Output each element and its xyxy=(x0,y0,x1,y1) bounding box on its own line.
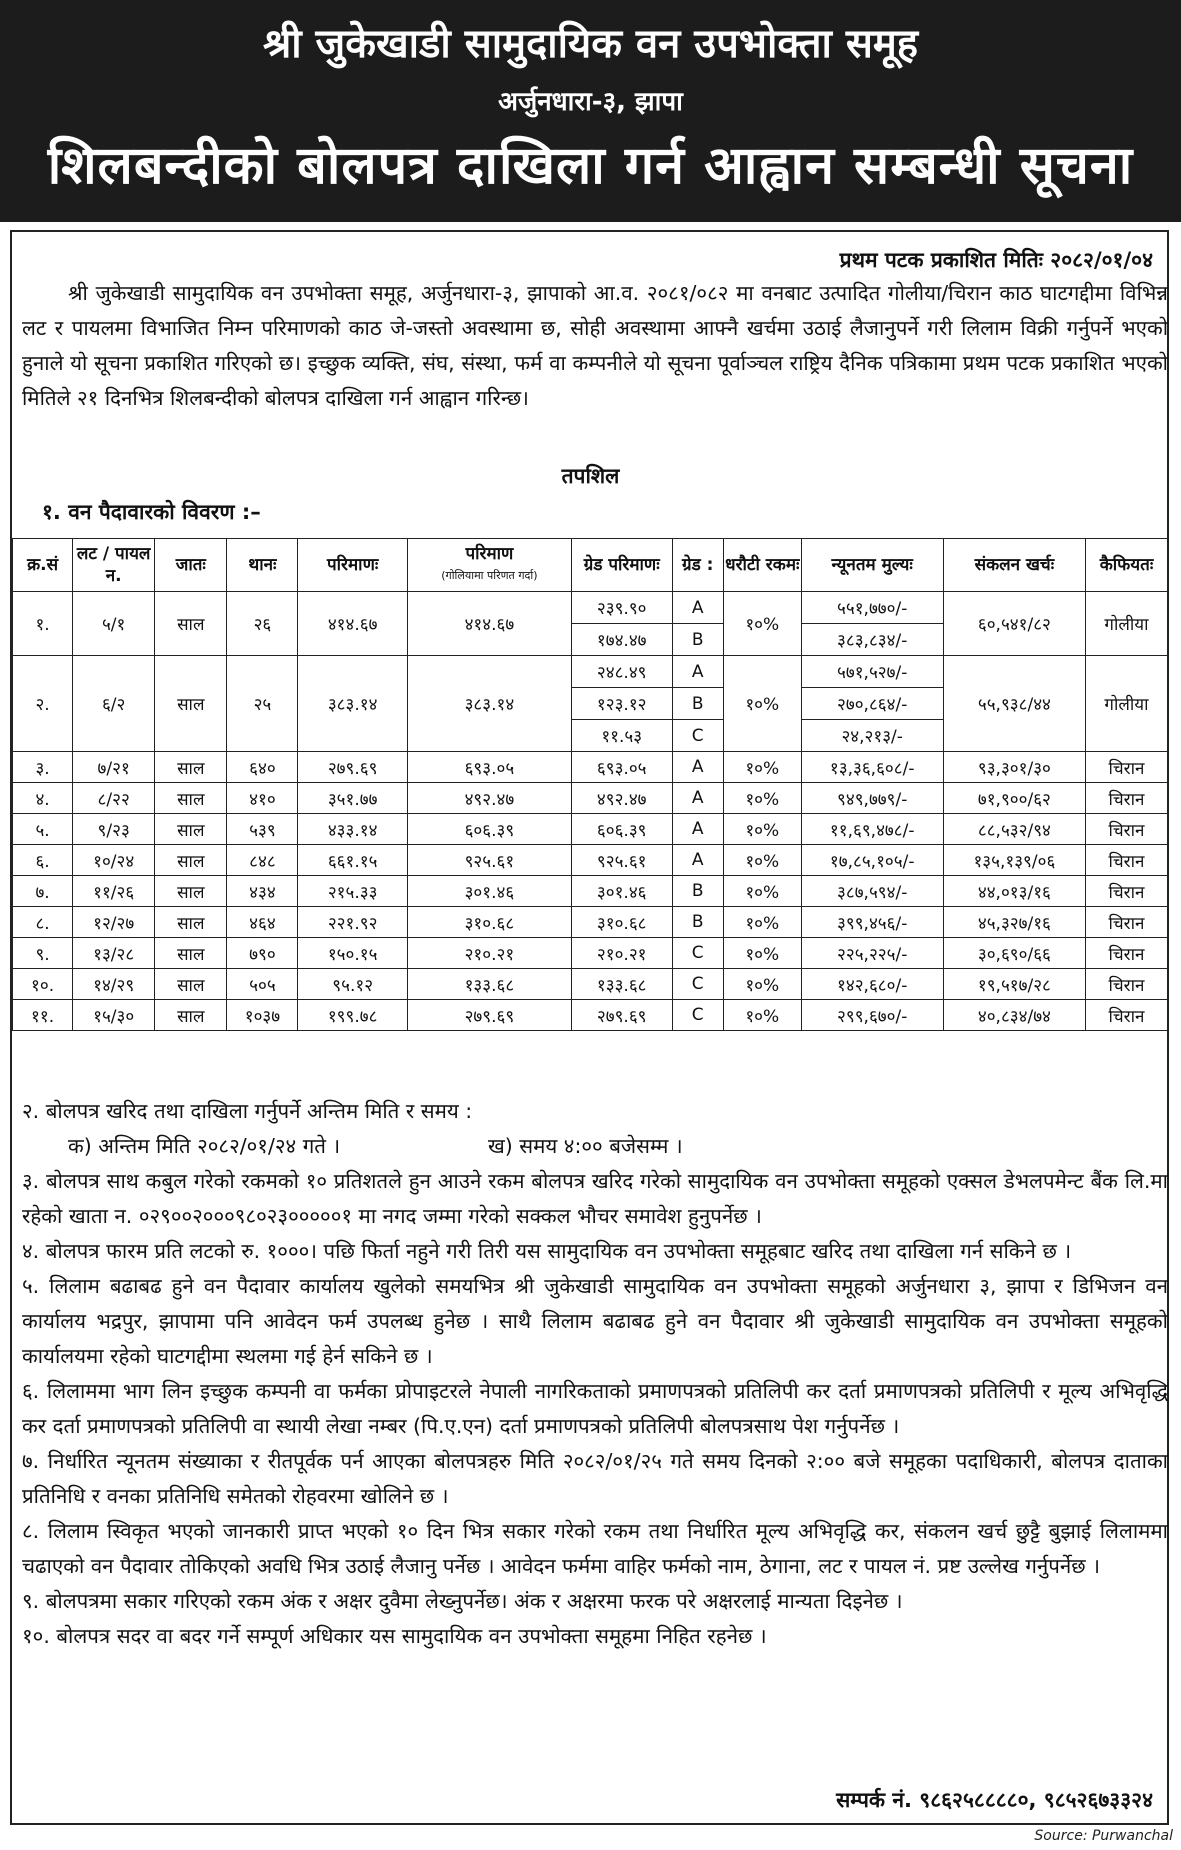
cell-deposit: १०% xyxy=(723,845,801,876)
cell-pieces: १०३७ xyxy=(227,1000,298,1031)
cell-deposit: १०% xyxy=(723,1000,801,1031)
cell-grade: A xyxy=(672,656,723,688)
note-5: ५. लिलाम बढाबढ हुने वन पैदावार कार्यालय खुलेको समयभित्र श्री जुकेखाडी सामुदायिक वन उपभोक्ता समूहको अर्जुनधारा ३, झापा र डिभिजन वन कार्यालय भद्रपुर, झापामा पनि आवेदन फर्म उपलब्ध हुनेछ । साथै लिलाम बढाबढ हुने वन पैदावार श्री जुकेखाडी सामुदायिक वन उपभोक्ता समूहको कार्यालयमा रहेको घाटगद्दीमा स्थलमा गई हेर्न सकिने छ । xyxy=(22,1274,1168,1368)
cell-remarks: चिरान xyxy=(1085,907,1167,938)
table-header-row xyxy=(13,539,1168,592)
cell-lot: १४/२९ xyxy=(73,969,155,1000)
cell-converted-quantity: ६९३.०५ xyxy=(407,752,571,783)
cell-collection-cost: ६०,५४१/८२ xyxy=(943,592,1085,656)
cell-grade-quantity: ६०६.३९ xyxy=(571,814,672,845)
cell-grade: A xyxy=(672,845,723,876)
cell-quantity: १९९.७८ xyxy=(298,1000,407,1031)
cell-collection-cost: ४५,३२७/१६ xyxy=(943,907,1085,938)
cell-grade-quantity: ३०१.४६ xyxy=(571,876,672,907)
cell-converted-quantity: ४९२.४७ xyxy=(407,783,571,814)
note-8: ८. लिलाम स्विकृत भएको जानकारी प्राप्त भएको १० दिन भित्र सकार गरेको रकम तथा निर्धारित मूल्य अभिवृद्धि कर, संकलन खर्च छुट्टै बुझाई लिलाममा चढाएको वन पैदावार तोकिएको अवधि भित्र उठाई लैजानु पर्नेछ । आवेदन फर्ममा वाहिर फर्मको नाम, ठेगाना, लट र पायल नं. प्रष्ट उल्लेख गर्नुपर्नेछ । xyxy=(22,1519,1168,1578)
cell-quantity: ९५.१२ xyxy=(298,969,407,1000)
contact-numbers: सम्पर्क नं. ९८६२५८८८८०, ९८५२६७३३२४ xyxy=(836,1788,1153,1812)
cell-quantity: ३८३.१४ xyxy=(298,656,407,752)
cell-sn: ६. xyxy=(13,845,73,876)
cell-min-price: २९९,६७०/- xyxy=(801,1000,943,1031)
cell-lot: ६/२ xyxy=(73,656,155,752)
header-lot: लट / पायल न. xyxy=(73,539,155,592)
header-quantity: परिमाणः xyxy=(298,539,407,592)
cell-remarks: गोलीया xyxy=(1085,592,1167,656)
cell-grade-quantity: २१०.२१ xyxy=(571,938,672,969)
cell-remarks: चिरान xyxy=(1085,783,1167,814)
header-conv-sub: (गोलियामा परिणत गर्दा) xyxy=(441,569,538,582)
cell-quantity: १५०.१५ xyxy=(298,938,407,969)
cell-remarks: चिरान xyxy=(1085,752,1167,783)
cell-sn: १. xyxy=(13,592,73,656)
note-3: ३. बोलपत्र साथ कबुल गरेको रकमको १० प्रतिशतले हुन आउने रकम बोलपत्र खरिद गरेको सामुदायिक वन उपभोक्ता समूहको एक्सल डेभलपमेन्ट बैंक लि.मा रहेको खाता न. ०२९००२०००९८०२३०००००१ मा नगद जम्मा गरेको सक्कल भौचर समावेश हुनुपर्नेछ । xyxy=(22,1169,1168,1228)
cell-pieces: २६ xyxy=(227,592,298,656)
cell-pieces: ५०५ xyxy=(227,969,298,1000)
publish-date: प्रथम पटक प्रकाशित मितिः २०८२/०१/०४ xyxy=(839,248,1153,272)
header-species: जातः xyxy=(155,539,227,592)
header-pieces: थानः xyxy=(227,539,298,592)
cell-sn: ८. xyxy=(13,907,73,938)
table-row xyxy=(13,876,1168,907)
cell-min-price: ९४९,७७९/- xyxy=(801,783,943,814)
cell-quantity: २७९.६९ xyxy=(298,752,407,783)
cell-converted-quantity: ६०६.३९ xyxy=(407,814,571,845)
header-collection-cost: संकलन खर्चः xyxy=(943,539,1085,592)
cell-min-price: ३८३,८३४/- xyxy=(801,624,943,656)
cell-grade: A xyxy=(672,592,723,624)
table-row xyxy=(13,752,1168,783)
cell-pieces: २५ xyxy=(227,656,298,752)
cell-collection-cost: ४०,८३४/७४ xyxy=(943,1000,1085,1031)
note-2: २. बोलपत्र खरिद तथा दाखिला गर्नुपर्ने अन्तिम मिति र समय : xyxy=(22,1099,473,1123)
cell-grade-quantity: २७९.६९ xyxy=(571,1000,672,1031)
cell-grade-quantity: ९२५.६१ xyxy=(571,845,672,876)
cell-collection-cost: ८८,५३२/९४ xyxy=(943,814,1085,845)
forest-product-table xyxy=(12,538,1168,1031)
cell-collection-cost: १३५,१३९/०६ xyxy=(943,845,1085,876)
cell-sn: ३. xyxy=(13,752,73,783)
cell-deposit: १०% xyxy=(723,876,801,907)
note-10: १०. बोलपत्र सदर वा बदर गर्ने सम्पूर्ण अधिकार यस सामुदायिक वन उपभोक्ता समूहमा निहित रहनेछ । xyxy=(22,1624,767,1648)
cell-deposit: १०% xyxy=(723,907,801,938)
cell-grade-quantity: ११.५३ xyxy=(571,720,672,752)
header-sn: क्र.सं xyxy=(13,539,73,592)
cell-species: साल xyxy=(155,783,227,814)
cell-pieces: ८४८ xyxy=(227,845,298,876)
cell-deposit: १०% xyxy=(723,938,801,969)
cell-sn: ५. xyxy=(13,814,73,845)
cell-grade: C xyxy=(672,938,723,969)
cell-quantity: ४३३.१४ xyxy=(298,814,407,845)
cell-species: साल xyxy=(155,814,227,845)
cell-min-price: २४,२१३/- xyxy=(801,720,943,752)
cell-pieces: ६४० xyxy=(227,752,298,783)
cell-min-price: १७,८५,१०५/- xyxy=(801,845,943,876)
cell-converted-quantity: ४१४.६७ xyxy=(407,592,571,656)
cell-converted-quantity: ३०१.४६ xyxy=(407,876,571,907)
notice-title: शिलबन्दीको बोलपत्र दाखिला गर्न आह्वान सम्बन्धी सूचना xyxy=(47,136,1134,196)
cell-lot: ७/२१ xyxy=(73,752,155,783)
cell-min-price: २२५,२२५/- xyxy=(801,938,943,969)
note-9: ९. बोलपत्रमा सकार गरिएको रकम अंक र अक्षर दुवैमा लेख्नुपर्नेछ। अंक र अक्षरमा फरक परे अक्षरलाई मान्यता दिइनेछ । xyxy=(22,1589,903,1613)
table-row xyxy=(13,656,1168,688)
table-row xyxy=(13,845,1168,876)
cell-lot: १३/२८ xyxy=(73,938,155,969)
cell-sn: ४. xyxy=(13,783,73,814)
cell-min-price: १३,३६,६०८/- xyxy=(801,752,943,783)
cell-collection-cost: १९,५१७/२८ xyxy=(943,969,1085,1000)
cell-grade-quantity: २४८.४९ xyxy=(571,656,672,688)
cell-lot: ८/२२ xyxy=(73,783,155,814)
cell-deposit: १०% xyxy=(723,592,801,656)
cell-grade: A xyxy=(672,814,723,845)
cell-deposit: १०% xyxy=(723,814,801,845)
cell-min-price: ५५१,७७०/- xyxy=(801,592,943,624)
cell-remarks: चिरान xyxy=(1085,938,1167,969)
cell-grade: B xyxy=(672,876,723,907)
cell-deposit: १०% xyxy=(723,752,801,783)
org-address: अर्जुनधारा-३, झापा xyxy=(498,87,683,117)
cell-remarks: चिरान xyxy=(1085,845,1167,876)
cell-grade-quantity: १७४.४७ xyxy=(571,624,672,656)
note-4: ४. बोलपत्र फारम प्रति लटको रु. १०००। पछि फिर्ता नहुने गरी तिरी यस सामुदायिक वन उपभोक्ता समूहबाट खरिद तथा दाखिला गर्न सकिने छ । xyxy=(22,1239,1072,1263)
cell-sn: २. xyxy=(13,656,73,752)
cell-pieces: ७९० xyxy=(227,938,298,969)
note-2b-time: ख) समय ४:०० बजेसम्म । xyxy=(488,1134,683,1158)
cell-species: साल xyxy=(155,907,227,938)
cell-collection-cost: ९३,३०१/३० xyxy=(943,752,1085,783)
cell-sn: ९. xyxy=(13,938,73,969)
header-remarks: कैफियतः xyxy=(1085,539,1167,592)
table-row xyxy=(13,783,1168,814)
table-row xyxy=(13,969,1168,1000)
header-converted-quantity xyxy=(407,539,571,592)
cell-species: साल xyxy=(155,845,227,876)
cell-lot: ५/१ xyxy=(73,592,155,656)
cell-grade-quantity: २३९.९० xyxy=(571,592,672,624)
org-name: श्री जुकेखाडी सामुदायिक वन उपभोक्ता समूह xyxy=(262,21,919,67)
intro-paragraph: श्री जुकेखाडी सामुदायिक वन उपभोक्ता समूह, अर्जुनधारा-३, झापाको आ.व. २०८१/०८२ मा वनबाट उत्पादित गोलीया/चिरान काठ घाटगद्दीमा विभिन्न लट र पायलमा विभाजित निम्न परिमाणको काठ जे-जस्तो अवस्थामा छ, सोही अवस्थामा आफ्नै खर्चमा उठाई लैजानुपर्ने गरी लिलाम विक्री गर्नुपर्ने भएको हुनाले यो सूचना प्रकाशित गरिएको छ। इच्छुक व्यक्ति, संघ, संस्था, फर्म वा कम्पनीले यो सूचना पूर्वाञ्चल राष्ट्रिय दैनिक पत्रिकामा प्रथम पटक प्रकाशित भएको मितिले २१ दिनभित्र शिलबन्दीको बोलपत्र दाखिला गर्न आह्वान गरिन्छ। xyxy=(22,281,1168,410)
note-7: ७. निर्धारित न्यूनतम संख्याका र रीतपूर्वक पर्न आएका बोलपत्रहरु मिति २०८२/०१/२५ गते समय दिनको २:०० बजे समूहका पदाधिकारी, बोलपत्र दाताका प्रतिनिधि र वनका प्रतिनिधि समेतको रोहवरमा खोलिने छ । xyxy=(22,1449,1168,1508)
table-row xyxy=(13,592,1168,624)
cell-grade-quantity: १३३.६८ xyxy=(571,969,672,1000)
note-2a-date: क) अन्तिम मिति २०८२/०१/२४ गते । xyxy=(68,1134,341,1158)
cell-remarks: चिरान xyxy=(1085,876,1167,907)
cell-grade: A xyxy=(672,783,723,814)
cell-pieces: ४६४ xyxy=(227,907,298,938)
cell-converted-quantity: ९२५.६१ xyxy=(407,845,571,876)
cell-species: साल xyxy=(155,938,227,969)
cell-converted-quantity: २७९.६९ xyxy=(407,1000,571,1031)
cell-min-price: २७०,८६४/- xyxy=(801,688,943,720)
cell-deposit: १०% xyxy=(723,656,801,752)
cell-grade-quantity: ४९२.४७ xyxy=(571,783,672,814)
cell-collection-cost: ७१,९००/६२ xyxy=(943,783,1085,814)
cell-lot: १५/३० xyxy=(73,1000,155,1031)
cell-collection-cost: ५५,९३८/४४ xyxy=(943,656,1085,752)
cell-quantity: ६६१.१५ xyxy=(298,845,407,876)
cell-species: साल xyxy=(155,969,227,1000)
cell-converted-quantity: ३८३.१४ xyxy=(407,656,571,752)
cell-remarks: चिरान xyxy=(1085,1000,1167,1031)
table-row xyxy=(13,907,1168,938)
cell-sn: ७. xyxy=(13,876,73,907)
header-conv-label: परिमाण xyxy=(465,544,514,564)
cell-min-price: ३९९,४५६/- xyxy=(801,907,943,938)
cell-species: साल xyxy=(155,592,227,656)
cell-sn: ११. xyxy=(13,1000,73,1031)
header-min-price: न्यूनतम मुल्यः xyxy=(801,539,943,592)
cell-quantity: २१५.३३ xyxy=(298,876,407,907)
cell-lot: १०/२४ xyxy=(73,845,155,876)
cell-lot: ९/२३ xyxy=(73,814,155,845)
cell-min-price: ११,६९,४७८/- xyxy=(801,814,943,845)
cell-species: साल xyxy=(155,876,227,907)
cell-collection-cost: ४४,०१३/१६ xyxy=(943,876,1085,907)
cell-remarks: चिरान xyxy=(1085,969,1167,1000)
cell-grade: C xyxy=(672,1000,723,1031)
cell-grade: B xyxy=(672,624,723,656)
cell-min-price: ५७१,५२७/- xyxy=(801,656,943,688)
header-grade: ग्रेड : xyxy=(672,539,723,592)
cell-converted-quantity: १३३.६८ xyxy=(407,969,571,1000)
cell-species: साल xyxy=(155,656,227,752)
notes-section xyxy=(22,1094,1168,1654)
cell-remarks: गोलीया xyxy=(1085,656,1167,752)
cell-pieces: ५३९ xyxy=(227,814,298,845)
cell-deposit: १०% xyxy=(723,783,801,814)
cell-grade-quantity: ६९३.०५ xyxy=(571,752,672,783)
cell-lot: १२/२७ xyxy=(73,907,155,938)
cell-grade: A xyxy=(672,752,723,783)
cell-pieces: ४३४ xyxy=(227,876,298,907)
cell-pieces: ४१० xyxy=(227,783,298,814)
cell-converted-quantity: २१०.२१ xyxy=(407,938,571,969)
cell-grade: B xyxy=(672,688,723,720)
note-2-deadline xyxy=(68,1129,1168,1164)
cell-quantity: ३५१.७७ xyxy=(298,783,407,814)
cell-species: साल xyxy=(155,1000,227,1031)
cell-lot: ११/२६ xyxy=(73,876,155,907)
header-grade-quantity: ग्रेड परिमाणः xyxy=(571,539,672,592)
cell-converted-quantity: ३१०.६८ xyxy=(407,907,571,938)
table-row xyxy=(13,1000,1168,1031)
cell-species: साल xyxy=(155,752,227,783)
cell-grade: C xyxy=(672,720,723,752)
cell-grade: B xyxy=(672,907,723,938)
cell-deposit: १०% xyxy=(723,969,801,1000)
notice-header xyxy=(0,0,1181,222)
cell-grade-quantity: १२३.१२ xyxy=(571,688,672,720)
cell-grade-quantity: ३१०.६८ xyxy=(571,907,672,938)
cell-grade: C xyxy=(672,969,723,1000)
table-row xyxy=(13,814,1168,845)
schedule-title: तपशिल xyxy=(561,464,620,488)
cell-quantity: ४१४.६७ xyxy=(298,592,407,656)
cell-collection-cost: ३०,६९०/६६ xyxy=(943,938,1085,969)
section-1-title: १. वन पैदावारको विवरण :– xyxy=(42,500,261,524)
cell-min-price: ३८७,५९४/- xyxy=(801,876,943,907)
table-row xyxy=(13,938,1168,969)
cell-min-price: १४२,६८०/- xyxy=(801,969,943,1000)
cell-sn: १०. xyxy=(13,969,73,1000)
cell-remarks: चिरान xyxy=(1085,814,1167,845)
header-deposit: धरौटी रकमः xyxy=(723,539,801,592)
source-credit: Source: Purwanchal xyxy=(1034,1828,1173,1844)
note-6: ६. लिलाममा भाग लिन इच्छुक कम्पनी वा फर्मका प्रोपाइटरले नेपाली नागरिकताको प्रमाणपत्रको प्रतिलिपी कर दर्ता प्रमाणपत्रको प्रतिलिपी र मूल्य अभिवृद्धि कर दर्ता प्रमाणपत्रको प्रतिलिपी वा स्थायी लेखा नम्बर (पि.ए.एन) दर्ता प्रमाणपत्रको प्रतिलिपी बोलपत्रसाथ पेश गर्नुपर्नेछ । xyxy=(22,1379,1168,1438)
cell-quantity: २२१.९२ xyxy=(298,907,407,938)
